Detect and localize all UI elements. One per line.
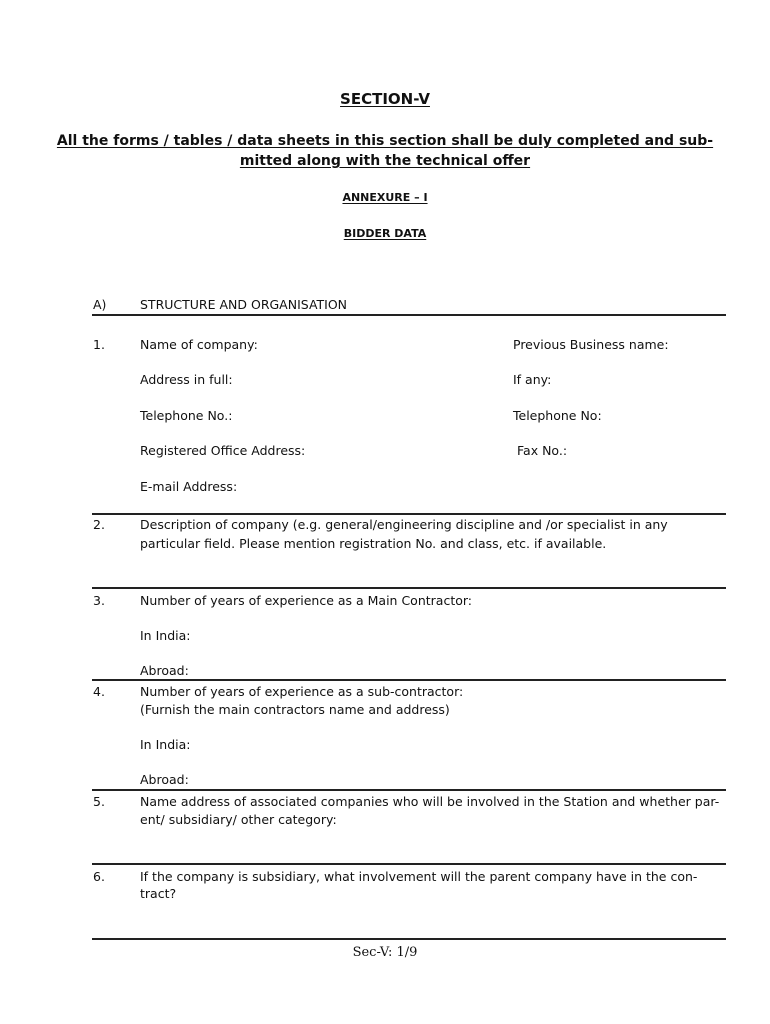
divider bbox=[92, 314, 726, 316]
field-if-any: If any: bbox=[513, 372, 552, 387]
divider bbox=[92, 938, 726, 940]
item-text-line: tract? bbox=[140, 886, 177, 901]
field-in-india: In India: bbox=[140, 628, 191, 643]
divider bbox=[92, 863, 726, 865]
item-text-line: Number of years of experience as a Main Contractor: bbox=[140, 593, 473, 608]
item-text-line: If the company is subsidiary, what involvement will the parent company have in the con- bbox=[140, 869, 698, 884]
field-telephone-2: Telephone No: bbox=[513, 408, 602, 423]
field-in-india: In India: bbox=[140, 737, 191, 752]
part-letter: A) bbox=[93, 297, 107, 312]
field-email: E-mail Address: bbox=[140, 479, 238, 494]
document-title: BIDDER DATA bbox=[343, 227, 427, 240]
section-title: SECTION-V bbox=[340, 90, 430, 108]
divider bbox=[92, 513, 726, 515]
field-abroad: Abroad: bbox=[140, 663, 189, 678]
part-title: STRUCTURE AND ORGANISATION bbox=[140, 297, 348, 312]
page-number: Sec-V: 1/9 bbox=[352, 945, 418, 960]
item-text-line: Number of years of experience as a sub-contractor: bbox=[140, 684, 464, 699]
field-fax: Fax No.: bbox=[517, 443, 568, 458]
item-text-line: (Furnish the main contractors name and address) bbox=[140, 702, 450, 717]
divider bbox=[92, 587, 726, 589]
field-address: Address in full: bbox=[140, 372, 233, 387]
item-number: 6. bbox=[93, 869, 105, 884]
item-number: 2. bbox=[93, 517, 105, 532]
item-text-line: Name address of associated companies who will be involved in the Station and whether par- bbox=[140, 794, 720, 809]
divider bbox=[92, 679, 726, 681]
field-registered-office: Registered Office Address: bbox=[140, 443, 306, 458]
section-instruction bbox=[0, 131, 770, 171]
item-number: 5. bbox=[93, 794, 105, 809]
instruction-line-2: mitted along with the technical offer bbox=[239, 153, 531, 169]
item-number: 3. bbox=[93, 593, 105, 608]
item-text-line: particular field. Please mention registration No. and class, etc. if available. bbox=[140, 536, 607, 551]
field-previous-name: Previous Business name: bbox=[513, 337, 669, 352]
divider bbox=[92, 789, 726, 791]
annexure-label: ANNEXURE – I bbox=[342, 191, 428, 204]
field-company-name: Name of company: bbox=[140, 337, 258, 352]
field-telephone: Telephone No.: bbox=[140, 408, 233, 423]
item-number: 1. bbox=[93, 337, 105, 352]
field-abroad: Abroad: bbox=[140, 772, 189, 787]
instruction-line-1: All the forms / tables / data sheets in this section shall be duly completed and sub- bbox=[56, 133, 714, 149]
item-text-line: ent/ subsidiary/ other category: bbox=[140, 812, 337, 827]
item-text-line: Description of company (e.g. general/engineering discipline and /or specialist in any bbox=[140, 517, 668, 532]
item-number: 4. bbox=[93, 684, 105, 699]
